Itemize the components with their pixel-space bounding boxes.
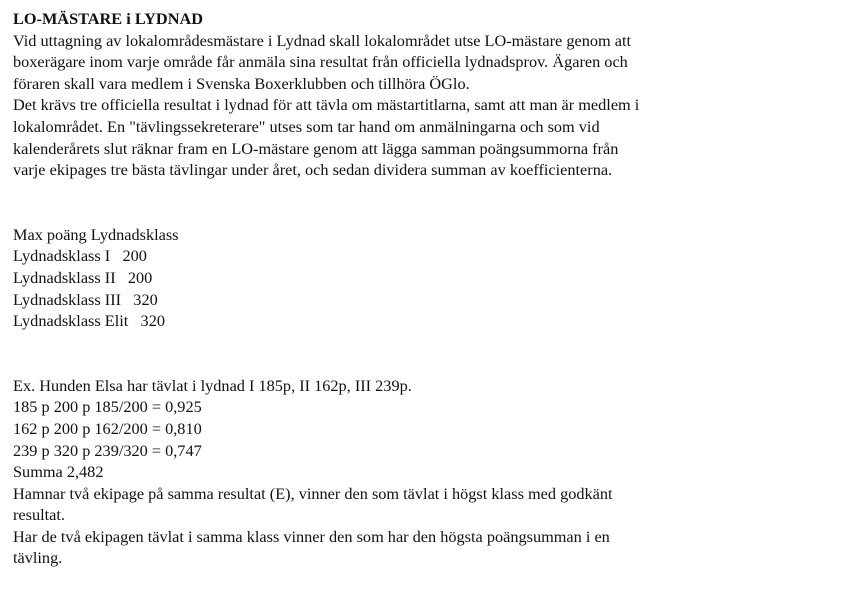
intro-line: boxerägare inom varje område får anmäla sina resultat från officiella lydnadsprov. Ägaren och	[13, 52, 628, 72]
max-points-heading: Max poäng Lydnadsklass	[13, 224, 179, 244]
intro-line: lokalområdet. En "tävlingssekreterare" utses som tar hand om anmälningarna och som vid	[13, 116, 600, 136]
document	[13, 8, 843, 569]
class-points: 320	[140, 311, 165, 331]
sum-line: Summa 2,482	[13, 462, 104, 482]
intro-line: Vid uttagning av lokalområdesmästare i Lydnad skall lokalområdet utse LO-mästare genom att	[13, 30, 631, 50]
example-heading: Ex. Hunden Elsa har tävlat i lydnad I 185p, II 162p, III 239p.	[13, 375, 412, 395]
calculation-line: 239 p 320 p 239/320 = 0,747	[13, 440, 202, 460]
document-title: LO-MÄSTARE i LYDNAD	[13, 9, 203, 28]
class-row	[13, 310, 843, 332]
class-name: Lydnadsklass II	[13, 267, 116, 287]
class-points: 200	[122, 246, 147, 266]
class-name: Lydnadsklass Elit	[13, 311, 129, 331]
spacer	[13, 332, 843, 375]
intro-line: föraren skall vara medlem i Svenska Boxerklubben och tillhöra ÖGlo.	[13, 73, 470, 93]
calculation-line: 162 p 200 p 162/200 = 0,810	[13, 418, 202, 438]
class-name: Lydnadsklass I	[13, 246, 111, 266]
tiebreak-line: Hamnar två ekipage på samma resultat (E), vinner den som tävlat i högst klass med godkänt	[13, 483, 613, 503]
class-points: 320	[133, 289, 158, 309]
class-points: 200	[127, 267, 153, 287]
intro-line: kalenderårets slut räknar fram en LO-mästare genom att lägga samman poängsummorna från	[13, 138, 619, 158]
max-points-section	[13, 224, 843, 332]
class-row	[13, 289, 843, 311]
tiebreak-line: tävling.	[13, 548, 63, 568]
intro-paragraph	[13, 30, 843, 181]
spacer	[13, 181, 843, 224]
intro-line: Det krävs tre officiella resultat i lydnad för att tävla om mästartitlarna, samt att man är medlem i	[13, 95, 640, 115]
tiebreak-line: Har de två ekipagen tävlat i samma klass vinner den som har den högsta poängsumman i en	[13, 526, 610, 546]
calculation-line: 185 p 200 p 185/200 = 0,925	[13, 397, 202, 417]
tiebreak-line: resultat.	[13, 505, 65, 525]
example-section	[13, 375, 843, 483]
class-row	[13, 245, 843, 267]
tiebreak-paragraph	[13, 483, 843, 569]
intro-line: varje ekipages tre bästa tävlingar under året, och sedan dividera summan av koefficienterna.	[13, 160, 613, 180]
class-name: Lydnadsklass III	[13, 289, 122, 309]
class-row	[13, 267, 843, 289]
